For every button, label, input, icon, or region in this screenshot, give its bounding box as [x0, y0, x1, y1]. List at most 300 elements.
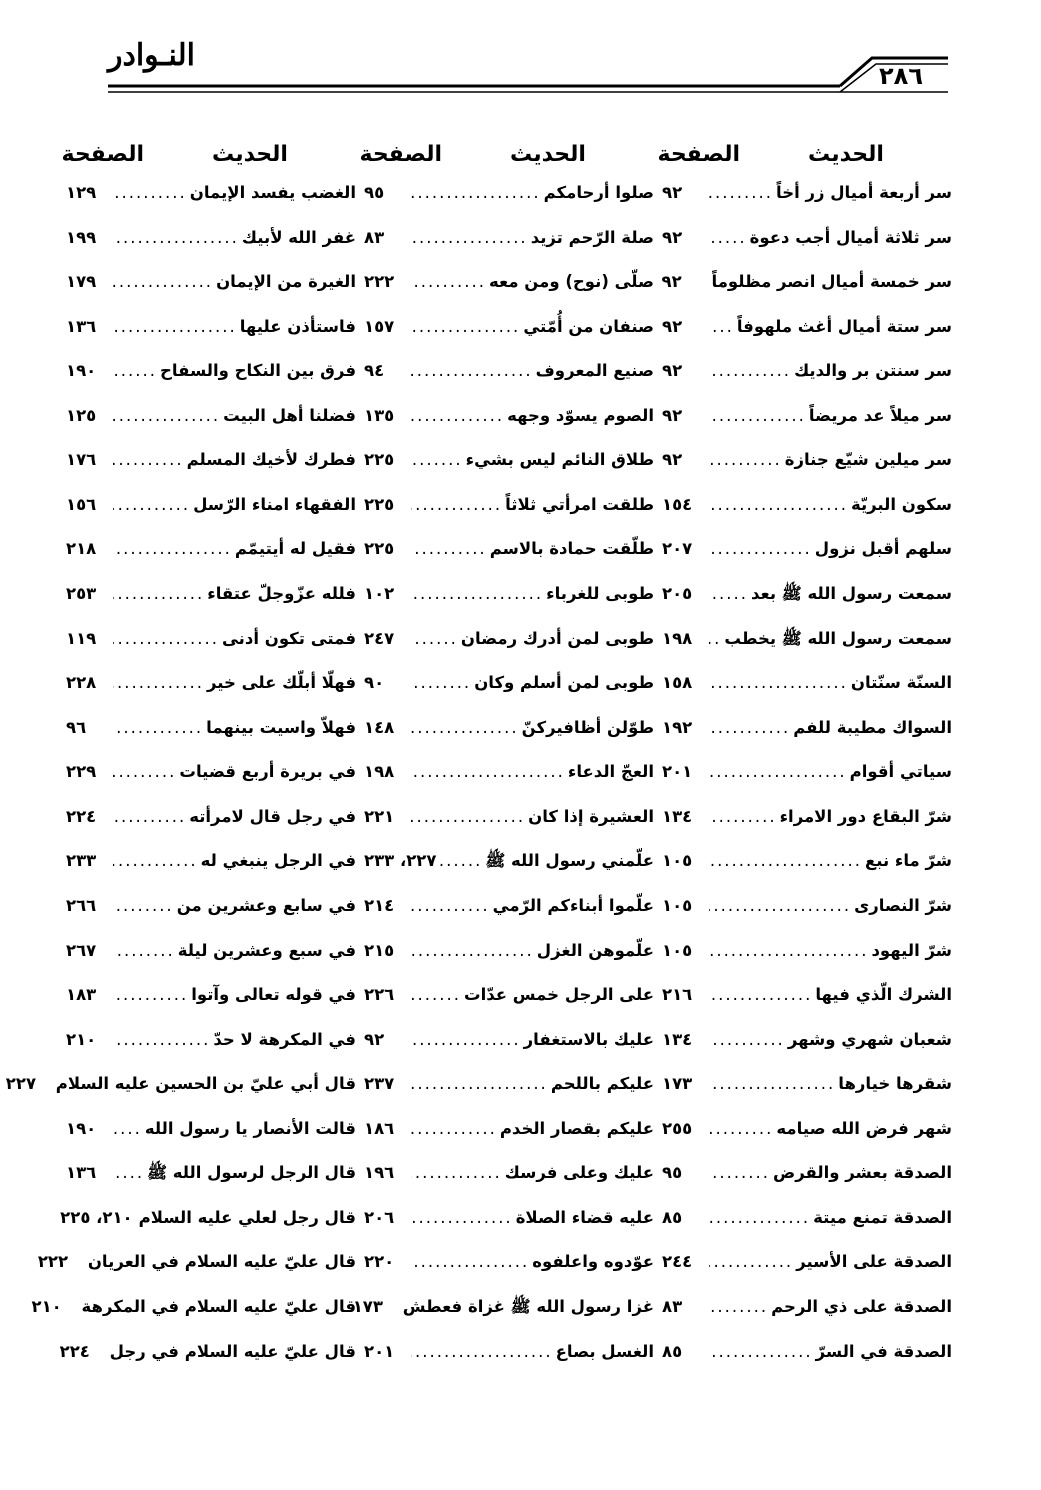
- column-heading-hadith: الحديث: [808, 141, 884, 167]
- entry-hadith-text: في سبع وعشرين ليلة: [177, 940, 356, 960]
- entry-page-number: ٩٢: [364, 1029, 385, 1049]
- entry-page-number: ٢٤٧: [364, 628, 395, 648]
- entry-hadith-text: الصدقة تمنع ميتة: [813, 1207, 952, 1227]
- entry-page-number: ١٩٠: [66, 361, 97, 381]
- entry-page-number: ١٩٦: [364, 1163, 395, 1183]
- entry-hadith-text: فقيل له أيتيمّم: [234, 539, 356, 559]
- index-entry: [364, 1030, 654, 1075]
- leader-dots: [709, 1030, 785, 1049]
- entry-hadith-text: طلاق النائم ليس بشيء: [465, 450, 654, 470]
- entry-page-number: ١٨٣: [66, 985, 97, 1005]
- entry-page-number: ١٩٢: [662, 717, 693, 737]
- index-entry: [66, 762, 356, 807]
- entry-hadith-text: سلهم أقبل نزول: [814, 539, 952, 559]
- entry-page-number: ٢٣٣: [66, 851, 97, 871]
- entry-hadith-text: علّموهن الغزل: [536, 940, 654, 960]
- index-entry: [66, 228, 356, 273]
- entry-page-number: ١٤٨: [364, 717, 395, 737]
- leader-dots: [113, 495, 190, 514]
- entry-page-number: ١٥٧: [364, 316, 395, 336]
- entry-hadith-text: شعبان شهري وشهر: [787, 1029, 952, 1049]
- entry-hadith-text: في بريرة أربع قضيات: [179, 762, 356, 782]
- entry-page-number: ١٥٤: [662, 494, 693, 514]
- column-heading-hadith: الحديث: [212, 141, 288, 167]
- index-entry: [66, 807, 356, 852]
- entry-hadith-text: عليك وعلى فرسك: [504, 1163, 654, 1183]
- leader-dots: [411, 183, 541, 202]
- index-entry: [66, 272, 356, 317]
- index-entry: [37, 1252, 356, 1297]
- entry-page-number: ١٣٦: [66, 316, 97, 336]
- entry-page-number: ٢٢٤: [59, 1341, 90, 1361]
- entry-hadith-text: عوّدوه واعلفوه: [532, 1252, 654, 1272]
- leader-dots: [709, 851, 862, 870]
- leader-dots: [709, 406, 806, 425]
- entry-hadith-text: سياتي أقوام: [849, 762, 952, 782]
- entry-page-number: ١٢٩: [66, 182, 97, 202]
- entry-page-number: ٢٢٢: [37, 1252, 69, 1272]
- column-header: [359, 126, 654, 183]
- entry-page-number: ٨٥: [662, 1341, 683, 1361]
- leader-dots: [709, 985, 812, 1004]
- leader-dots: [411, 941, 534, 960]
- leader-dots: [411, 807, 525, 826]
- index-entry: [662, 1252, 952, 1297]
- index-entry: [662, 228, 952, 273]
- index-entry: [66, 629, 356, 674]
- entry-hadith-text: شرّ ماء نبع: [864, 851, 952, 871]
- leader-dots: [113, 941, 175, 960]
- entry-page-number: ١٣٤: [662, 806, 693, 826]
- index-entry: [66, 317, 356, 362]
- entry-hadith-text: علّموا أبناءكم الرّمي: [492, 895, 654, 915]
- entry-hadith-text: فلله عزّوجلّ عتقاء: [207, 584, 356, 603]
- entry-hadith-text: عليك بالاستغفار: [523, 1029, 654, 1049]
- entry-hadith-text: صنفان من أُمّتي: [523, 316, 654, 336]
- entry-hadith-text: فطرك لأخيك المسلم: [186, 450, 356, 470]
- entry-hadith-text: سر ميلين شيّع جنازة: [784, 450, 952, 470]
- entry-page-number: ٢٠٥: [662, 584, 693, 603]
- leader-dots: [113, 228, 239, 247]
- index-entry: [364, 406, 654, 451]
- entry-hadith-text: صلة الرّحم تزيد: [530, 227, 654, 247]
- entry-page-number: ١٩٩: [66, 227, 97, 247]
- index-column-left: [5, 126, 356, 1386]
- entry-hadith-text: الصدقة على ذي الرحم: [771, 1297, 952, 1316]
- entry-hadith-text: سر ميلاً عد مريضاً: [808, 405, 952, 425]
- index-entry: [364, 450, 654, 495]
- entry-page-number: ٢٢٩: [66, 762, 97, 782]
- index-entry: [364, 317, 654, 362]
- entry-page-number: ٢٥٥: [662, 1118, 693, 1138]
- entry-hadith-text: سمعت رسول الله ﷺ يخطب: [724, 628, 952, 648]
- entry-page-number: ٢٢٥: [364, 539, 395, 559]
- entry-page-number: ١٧٣: [662, 1074, 693, 1094]
- leader-dots: [439, 851, 482, 870]
- index-entry: [364, 361, 654, 406]
- index-entry: [5, 1074, 356, 1119]
- entry-hadith-text: الغسل بصاع: [555, 1341, 654, 1361]
- column-heading-hadith: الحديث: [510, 141, 586, 167]
- leader-dots: [113, 985, 188, 1004]
- leader-dots: [411, 317, 520, 336]
- leader-dots: [709, 1074, 835, 1093]
- entry-hadith-text: شرّ اليهود: [871, 940, 952, 960]
- index-entry: [662, 406, 952, 451]
- leader-dots: [411, 1342, 553, 1361]
- index-entry: [662, 272, 952, 317]
- entry-hadith-text: في قوله تعالى وآتوا: [191, 985, 356, 1005]
- index-entry: [662, 762, 952, 807]
- leader-dots: [709, 495, 848, 514]
- leader-dots: [709, 1208, 810, 1227]
- entry-page-number: ١٥٦: [66, 494, 97, 514]
- entry-page-number: ٢٠١: [662, 762, 693, 782]
- entry-hadith-text: الشرك الّذي فيها: [815, 985, 952, 1005]
- entry-hadith-text: شرّ البقاع دور الامراء: [779, 806, 952, 826]
- index-entry: [66, 361, 356, 406]
- entry-hadith-text: صنيع المعروف: [535, 361, 654, 381]
- leader-dots: [411, 1163, 502, 1182]
- leader-dots: [709, 1342, 813, 1361]
- index-entry: [662, 1208, 952, 1253]
- entry-hadith-text: صلوا أرحامكم: [543, 182, 654, 202]
- leader-dots: [113, 539, 232, 558]
- entry-page-number: ٢٠١: [364, 1341, 395, 1361]
- entry-page-number: ٩٢: [662, 227, 683, 247]
- index-entry: [59, 1341, 356, 1387]
- index-entry: [66, 584, 356, 629]
- entry-page-number: ٢٢٢: [364, 272, 395, 292]
- leader-dots: [411, 228, 528, 247]
- leader-dots: [113, 272, 213, 291]
- index-entry: [66, 495, 356, 540]
- leader-dots: [709, 629, 721, 648]
- entry-page-number: ٢٢١: [364, 806, 395, 826]
- entry-page-number: ٩٢: [661, 272, 682, 292]
- leader-dots: [709, 361, 791, 380]
- leader-dots: [411, 406, 504, 425]
- index-entry: [60, 1207, 356, 1253]
- entry-hadith-text: الفقهاء امناء الرّسل: [193, 494, 356, 514]
- leader-dots: [411, 450, 463, 469]
- leader-dots: [113, 361, 157, 380]
- entry-hadith-text: في رجل قال لامرأته: [189, 806, 356, 826]
- entry-page-number: ٩٥: [364, 182, 385, 202]
- index-entry: [66, 1163, 356, 1208]
- entry-page-number: ٢٠٦: [364, 1207, 395, 1227]
- leader-dots: [411, 1074, 548, 1093]
- leader-dots: [113, 807, 186, 826]
- leader-dots: [709, 450, 782, 469]
- index-entry: [66, 718, 356, 763]
- entry-page-number: ٢٢٦: [364, 985, 395, 1005]
- index-entry: [662, 1297, 952, 1342]
- index-entry: [66, 673, 356, 718]
- entry-page-number: ١٧٣: [352, 1297, 383, 1316]
- entry-page-number: ٢٦٦: [66, 895, 97, 915]
- leader-dots: [411, 1208, 513, 1227]
- index-entry: [364, 629, 654, 674]
- page-number: ٢٨٦: [879, 62, 923, 90]
- entry-page-number: ٢١٦: [662, 985, 693, 1005]
- entry-hadith-text: طوّلن أظافيركنّ: [521, 717, 654, 737]
- entry-hadith-text: عليكم بقصار الخدم: [499, 1118, 654, 1138]
- entry-hadith-text: عليكم باللحم: [550, 1074, 654, 1094]
- leader-dots: [709, 1297, 768, 1316]
- index-entry: [662, 495, 952, 540]
- entry-page-number: ١٣٤: [662, 1029, 693, 1049]
- entry-page-number: ٢٢٤: [66, 806, 97, 826]
- entry-hadith-text: طوبى لمن أسلم وكان: [474, 673, 654, 693]
- entry-page-number: ٨٥: [662, 1207, 683, 1227]
- index-entry: [662, 851, 952, 896]
- leader-dots: [113, 851, 198, 870]
- entry-hadith-text: شقرها خيارها: [838, 1074, 952, 1094]
- entry-hadith-text: في سابع وعشرين من: [176, 895, 356, 915]
- leader-dots: [411, 718, 519, 737]
- leader-dots: [709, 317, 734, 336]
- leader-dots: [411, 272, 486, 291]
- entry-hadith-text: غفر الله لأبيك: [241, 227, 356, 247]
- entry-hadith-text: فرق بين النكاح والسفاح: [160, 361, 356, 381]
- entry-hadith-text: عليه قضاء الصلاة: [515, 1207, 654, 1227]
- index-entry: [364, 1074, 654, 1119]
- entry-hadith-text: الغيرة من الإيمان: [216, 272, 356, 292]
- entry-hadith-text: فاستأذن عليها: [239, 316, 356, 336]
- entry-hadith-text: السنّة سنّتان: [850, 673, 952, 693]
- entry-page-number: ١٢٥: [66, 405, 97, 425]
- entry-page-number: ٢٤٤: [662, 1252, 693, 1272]
- entry-page-number: ٩٤: [364, 361, 385, 381]
- entry-hadith-text: قال الرجل لرسول الله ﷺ: [147, 1163, 356, 1183]
- index-entry: [662, 361, 952, 406]
- entry-hadith-text: الصدقة على الأسير: [796, 1252, 952, 1272]
- entry-hadith-text: على الرجل خمس عدّات: [464, 985, 654, 1005]
- entry-page-number: ١٠٥: [662, 851, 693, 871]
- entry-page-number: ٢١٨: [66, 539, 97, 559]
- index-entry: [364, 985, 654, 1030]
- entry-hadith-text: صلّى (نوح) ومن معه: [489, 272, 654, 292]
- index-entry: [662, 1074, 952, 1119]
- index-entry: [662, 539, 952, 584]
- leader-dots: [411, 539, 487, 558]
- entry-page-number: ٢١٠: [66, 1029, 97, 1049]
- entry-page-number: ١٥٨: [662, 673, 693, 693]
- index-entry: [66, 406, 356, 451]
- entry-hadith-text: سر ستة أميال أغث ملهوفاً: [736, 316, 952, 336]
- leader-dots: [709, 539, 812, 558]
- entry-hadith-text: طلّقت حمادة بالاسم: [489, 539, 654, 559]
- entry-hadith-text: السواك مطيبة للفم: [793, 717, 952, 737]
- index-entry: [364, 272, 654, 317]
- leader-dots: [709, 807, 777, 826]
- entry-hadith-text: قال عليّ عليه السلام في العريان: [87, 1252, 356, 1272]
- entry-hadith-text: في المكرهة لا حدّ: [213, 1029, 356, 1049]
- entry-page-number: ١٨٦: [364, 1118, 395, 1138]
- leader-dots: [113, 450, 184, 469]
- entry-page-number: ١٩٠: [66, 1118, 97, 1138]
- index-entry: [662, 673, 952, 718]
- index-entry: [66, 450, 356, 495]
- leader-dots: [709, 584, 748, 603]
- index-entry: [662, 1163, 952, 1208]
- index-entry: [364, 762, 654, 807]
- index-entry: [66, 183, 356, 228]
- leader-dots: [113, 584, 204, 603]
- entry-hadith-text: العجّ الدعاء: [567, 762, 654, 782]
- index-entry: [364, 896, 654, 941]
- index-entry: [364, 495, 654, 540]
- entry-hadith-text: سر ثلاثة أميال أجب دعوة: [749, 227, 952, 247]
- index-entry: [662, 317, 952, 362]
- index-entry: [364, 851, 654, 896]
- column-header: [657, 126, 952, 183]
- leader-dots: [709, 673, 848, 692]
- leader-dots: [113, 718, 203, 737]
- index-entry: [662, 450, 952, 495]
- page-header: [0, 0, 1041, 110]
- entry-hadith-text: سر أربعة أميال زر أخاً: [776, 182, 952, 202]
- entry-hadith-text: في الرجل ينبغي له: [200, 851, 356, 871]
- column-heading-page: الصفحة: [359, 141, 442, 167]
- leader-dots: [709, 1252, 793, 1271]
- index-entry: [364, 1252, 654, 1297]
- index-entry: [364, 718, 654, 763]
- entry-hadith-text: قالت الأنصار يا رسول الله: [144, 1118, 356, 1138]
- leader-dots: [709, 896, 851, 915]
- entry-page-number: ٩٢: [662, 182, 683, 202]
- entry-page-number: ١٩٨: [364, 762, 395, 782]
- index-entry: [66, 539, 356, 584]
- entry-hadith-text: فضلنا أهل البيت: [223, 405, 356, 425]
- leader-dots: [411, 985, 461, 1004]
- entry-hadith-text: سر خمسة أميال انصر مظلوماً: [711, 272, 952, 292]
- entry-page-number: ١٧٩: [66, 272, 97, 292]
- leader-dots: [411, 584, 543, 603]
- entry-page-number: ٢٦٧: [66, 940, 97, 960]
- leader-dots: [113, 317, 237, 336]
- entry-page-number: ٢٢٠: [364, 1252, 395, 1272]
- entry-page-number: ٩٦: [66, 717, 87, 737]
- entry-page-number: ١٠٥: [662, 940, 693, 960]
- index-entry: [364, 673, 654, 718]
- leader-dots: [411, 896, 490, 915]
- index-columns: [5, 126, 952, 1386]
- index-entry: [662, 584, 952, 629]
- index-entry: [364, 1119, 654, 1164]
- book-title: النـوادر: [108, 38, 195, 73]
- entry-hadith-text: فهلاّ واسيت بينهما: [206, 717, 356, 737]
- entry-hadith-text: العشيرة إذا كان: [528, 806, 654, 826]
- index-column-right: [657, 126, 952, 1386]
- index-entry: [662, 1119, 952, 1164]
- entry-page-number: ٩٢: [662, 316, 683, 336]
- column-heading-page: الصفحة: [657, 141, 740, 167]
- leader-dots: [411, 495, 502, 514]
- index-entry: [352, 1297, 654, 1342]
- entry-hadith-text: قال عليّ عليه السلام في رجل: [109, 1341, 356, 1361]
- leader-dots: [709, 718, 790, 737]
- leader-dots: [411, 1119, 497, 1138]
- leader-dots: [113, 1030, 210, 1049]
- entry-hadith-text: الصدقة في السرّ: [815, 1341, 952, 1361]
- leader-dots: [709, 183, 773, 202]
- entry-hadith-text: الغضب يفسد الإيمان: [189, 182, 356, 202]
- leader-dots: [709, 941, 868, 960]
- entry-page-number: ٢٢٧: [5, 1074, 37, 1094]
- entry-hadith-text: قال أبي عليّ بن الحسين عليه السلام: [55, 1074, 356, 1094]
- index-entry: [662, 183, 952, 228]
- entry-page-number: ٩٢: [662, 361, 683, 381]
- entry-page-number: ٢٢٥: [364, 494, 395, 514]
- entry-hadith-text: شرّ النصارى: [854, 895, 952, 915]
- entry-page-number: ١٣٥: [364, 405, 395, 425]
- entry-page-number: ٩٠: [364, 673, 385, 693]
- entry-page-number: ٢٢٨: [66, 673, 97, 693]
- entry-page-number: ٩٢: [662, 450, 683, 470]
- index-entry: [364, 228, 654, 273]
- index-entry: [364, 807, 654, 852]
- entry-hadith-text: سمعت رسول الله ﷺ بعد: [751, 584, 952, 603]
- entry-hadith-text: علّمني رسول الله ﷺ: [485, 851, 654, 871]
- entry-page-number: ١٣٦: [66, 1163, 97, 1183]
- index-entry: [662, 629, 952, 674]
- leader-dots: [113, 406, 220, 425]
- entry-page-number: ٩٢: [662, 405, 683, 425]
- index-entry: [66, 985, 356, 1030]
- entry-hadith-text: الصوم يسوّد وجهه: [507, 405, 654, 425]
- leader-dots: [411, 629, 458, 648]
- entry-page-number: ٨٣: [662, 1297, 683, 1316]
- entry-page-number: ٢١٠، ٢٢٥: [60, 1207, 133, 1227]
- index-entry: [662, 718, 952, 763]
- leader-dots: [113, 183, 187, 202]
- entry-hadith-text: الصدقة بعشر والقرض: [773, 1163, 952, 1183]
- leader-dots: [113, 673, 204, 692]
- entry-page-number: ٢٣٧: [364, 1074, 395, 1094]
- index-entry: [364, 584, 654, 629]
- index-entry: [66, 941, 356, 986]
- index-entry: [662, 941, 952, 986]
- index-entry: [364, 539, 654, 584]
- leader-dots: [709, 1163, 770, 1182]
- entry-page-number: ٢١٠: [31, 1297, 62, 1316]
- column-header: [61, 126, 356, 183]
- entry-page-number: ٢٢٥: [364, 450, 395, 470]
- entry-page-number: ٨٣: [364, 227, 385, 247]
- index-entry: [662, 1342, 952, 1387]
- entry-page-number: ٢٥٣: [66, 584, 97, 603]
- entry-page-number: ١١٩: [66, 628, 97, 648]
- entry-hadith-text: فهلّا أبلّك على خير: [207, 673, 356, 693]
- leader-dots: [113, 896, 174, 915]
- column-heading-page: الصفحة: [61, 141, 144, 167]
- entry-page-number: ٩٥: [662, 1163, 683, 1183]
- leader-dots: [411, 1030, 521, 1049]
- leader-dots: [113, 1163, 144, 1182]
- entry-page-number: ١٧٦: [66, 450, 97, 470]
- entry-page-number: ١٠٥: [662, 895, 693, 915]
- index-entry: [662, 985, 952, 1030]
- entry-page-number: ٢٢٧، ٢٣٣: [364, 851, 437, 871]
- leader-dots: [411, 1252, 529, 1271]
- leader-dots: [709, 1119, 773, 1138]
- entry-hadith-text: طوبى لمن أدرك رمضان: [460, 628, 654, 648]
- entry-page-number: ٢٠٧: [662, 539, 693, 559]
- index-entry: [364, 941, 654, 986]
- entry-hadith-text: قال عليّ عليه السلام في المكرهة: [81, 1297, 356, 1316]
